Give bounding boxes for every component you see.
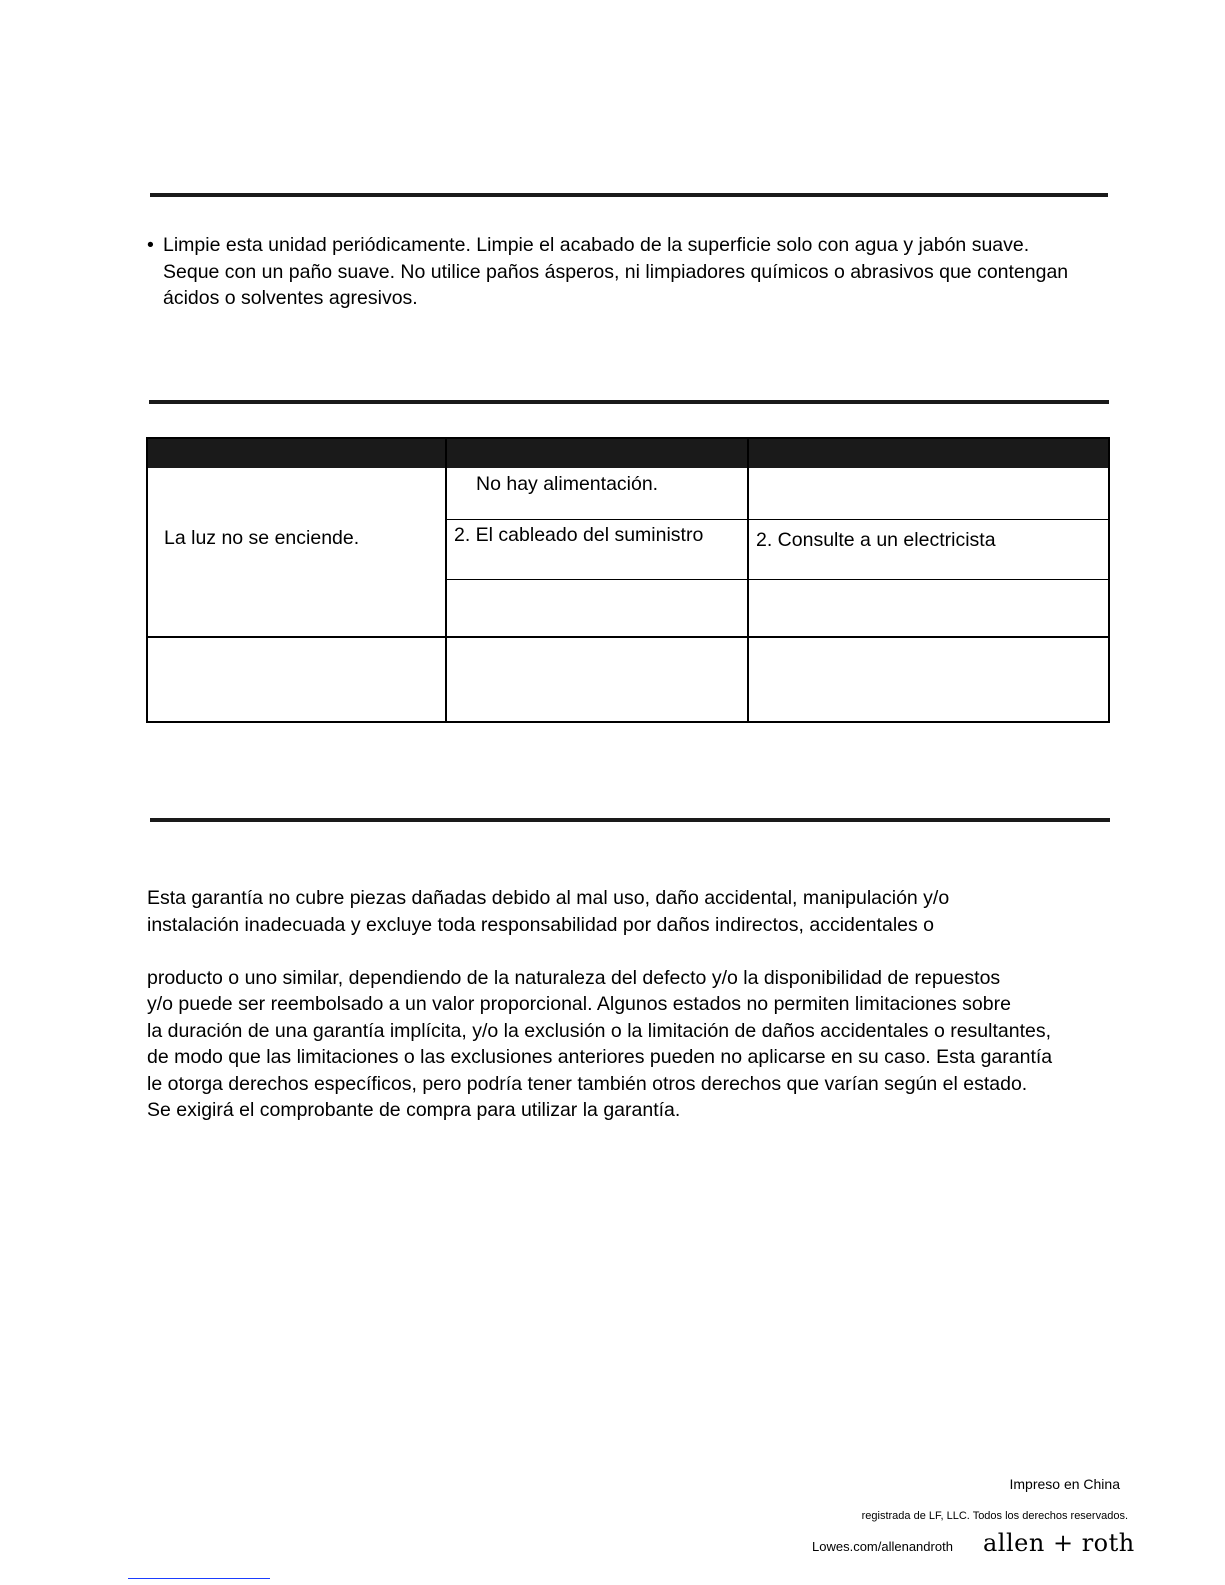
problem-cell: La luz no se enciende.: [164, 527, 360, 549]
warranty-line: Esta garantía no cubre piezas dañadas debido al mal uso, daño accidental, manipulación y/o: [147, 887, 950, 909]
section-divider-warranty: [150, 818, 1110, 822]
solution-cell: 2. Consulte a un electricista: [756, 529, 996, 551]
paragraph-gap: [147, 938, 1207, 965]
warranty-line: y/o puede ser reembolsado a un valor proporcional. Algunos estados no permiten limitaciones sobre: [147, 993, 1011, 1015]
section-divider-troubleshooting: [149, 400, 1109, 404]
row-divider: [148, 636, 1108, 638]
bullet: •: [147, 234, 154, 256]
warranty-line: producto o uno similar, dependiendo de la naturaleza del defecto y/o la disponibilidad de repuestos: [147, 966, 1001, 989]
warranty-line: instalación inadecuada y excluye toda responsabilidad por daños indirectos, accidentales o: [147, 913, 935, 936]
care-line-1: Limpie esta unidad periódicamente. Limpie el acabado de la superficie solo con agua y jabón suave.: [163, 234, 1030, 256]
printed-in-label: Impreso en China: [1009, 1476, 1120, 1492]
column-divider: [445, 439, 447, 721]
column-divider: [747, 439, 749, 721]
row-divider: [445, 519, 1108, 520]
cause-cell: No hay alimentación.: [476, 473, 659, 495]
warranty-line: le otorga derechos específicos, pero podría tener también otros derechos que varían según el estado.: [147, 1072, 1028, 1095]
care-line-2: Seque con un paño suave. No utilice paños ásperos, ni limpiadores químicos o abrasivos que contengan: [163, 260, 1069, 283]
warranty-text: [147, 885, 1207, 1124]
warranty-line: Se exigirá el comprobante de compra para utilizar la garantía.: [147, 1099, 681, 1121]
warranty-line: de modo que las limitaciones o las exclusiones anteriores pueden no aplicarse en su caso. Esta garantía: [147, 1046, 1053, 1068]
care-line-3: ácidos o solventes agresivos.: [163, 287, 418, 309]
hyperlink-underline[interactable]: [128, 1578, 270, 1579]
troubleshooting-table: [146, 437, 1110, 723]
section-divider-care: [150, 193, 1108, 197]
website-link[interactable]: Lowes.com/allenandroth: [812, 1539, 953, 1554]
cause-cell: 2. El cableado del suministro: [454, 524, 704, 546]
brand-logo: allen + roth: [983, 1529, 1135, 1557]
rights-notice: registrada de LF, LLC. Todos los derechos reservados.: [861, 1510, 1128, 1522]
warranty-line: la duración de una garantía implícita, y/o la exclusión o la limitación de daños accidentales o resultantes,: [147, 1019, 1052, 1042]
row-divider: [445, 579, 1108, 580]
table-header-row: [148, 439, 1108, 468]
care-instructions: [147, 232, 1207, 312]
